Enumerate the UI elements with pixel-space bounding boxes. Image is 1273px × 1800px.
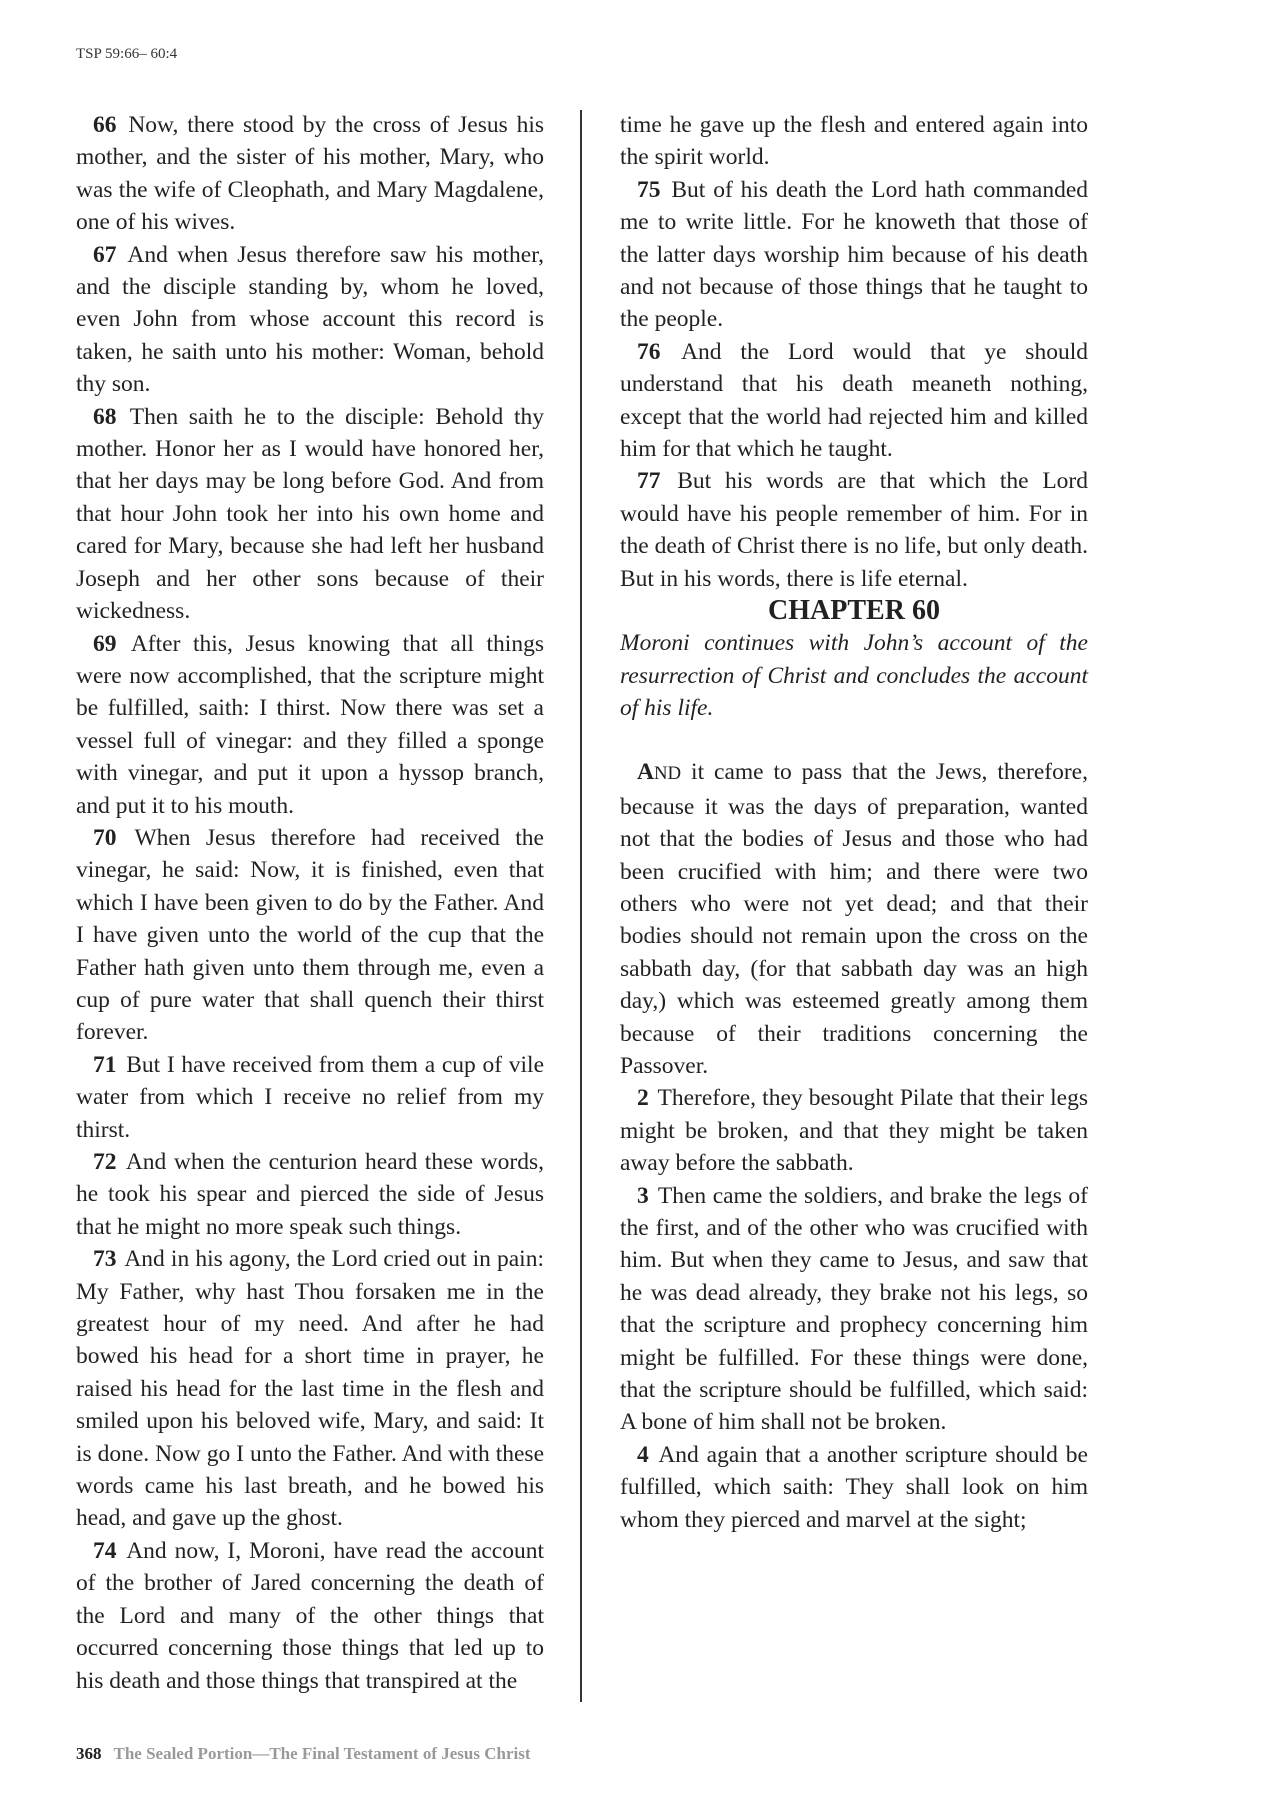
verse-text: But I have received from them a cup of vile water from which I receive no relief from my thirst.: [76, 1051, 545, 1143]
verse-number: 73: [93, 1246, 117, 1273]
verse-text: Then came the soldiers, and brake the legs of the first, and of the other who was crucified with him. But when they came to Jesus, and saw that he was dead already, they brake not his legs, so that the scripture and prophecy concerning him might be fulfilled. For these things were done, that the scripture should be fulfilled, which said: A bone of him shall not be broken.: [620, 1182, 1088, 1436]
small-caps: ND: [653, 763, 682, 785]
drop-cap: A: [637, 759, 654, 786]
verse: [76, 1049, 544, 1146]
verse: [620, 1082, 1088, 1179]
verse-text: But his words are that which the Lord would have his people remember of him. For in the death of Christ there is no life, but only death. But in his words, there is life eternal.: [620, 468, 1088, 592]
verse: [620, 336, 1088, 466]
page-number: 368: [76, 1744, 102, 1763]
verse-text: And when Jesus therefore saw his mother, and the disciple standing by, whom he loved, even John from whose account this record is taken, he saith unto his mother: Woman, behold thy son.: [76, 241, 544, 398]
verse-continuation: time he gave up the flesh and entered again into the spirit world.: [620, 112, 1088, 171]
verse: [76, 822, 544, 1049]
verse-text: Therefore, they besought Pilate that their legs might be broken, and that they might be taken away before the sabbath.: [620, 1085, 1088, 1177]
verse-number: 69: [93, 630, 117, 657]
book-title: The Sealed Portion—The Final Testament of Jesus Christ: [113, 1744, 531, 1763]
verse-text: But of his death the Lord hath commanded me to write little. For he knoweth that those of the latter days worship him because of his death and not because of those things that he taught to the people.: [620, 176, 1089, 333]
chapter-opening: [620, 756, 1088, 1082]
verse-text: And now, I, Moroni, have read the account of the brother of Jared concerning the death of the Lord and many of the other things that occurred concerning those things that led up to his death and those things that transpired at the: [76, 1537, 544, 1694]
verse-number: 3: [637, 1182, 649, 1209]
verse-text: And the Lord would that ye should understand that his death meaneth nothing, except that the world had rejected him and killed him for that which he taught.: [620, 338, 1088, 463]
chapter-summary: Moroni continues with John’s account of the resurrection of Christ and concludes the account of his life.: [620, 630, 1088, 721]
verse-number: 71: [93, 1051, 117, 1078]
verse: [76, 239, 544, 401]
verse: [76, 1243, 544, 1535]
verse-number: 77: [637, 468, 661, 495]
verse-number: 66: [93, 112, 117, 138]
verse: [620, 1180, 1088, 1439]
verse-text: And in his agony, the Lord cried out in pain: My Father, why hast Thou forsaken me in the greatest hour of my need. And after he had bowed his head for a short time in prayer, he raised his head for the last time in the flesh and smiled upon his beloved wife, Mary, and said: It is done. Now go I unto the Father. And with these words came his last breath, and he bowed his head, and gave up the ghost.: [76, 1246, 544, 1532]
verse: [76, 628, 544, 822]
verse-number: 72: [93, 1149, 117, 1175]
verse-text: Then saith he to the disciple: Behold thy mother. Honor her as I would have honored her, that her days may be long before God. And from that hour John took her into his own home and cared for Mary, because she had left her husband Joseph and her other sons because of their wickedness.: [76, 403, 545, 625]
verse-text: After this, Jesus knowing that all things were now accomplished, that the scripture might be fulfilled, saith: I thirst. Now there was set a vessel full of vinegar: and they filled a sponge with vinegar, and put it upon a hyssop branch, and put it to his mouth.: [76, 630, 544, 819]
verse-text: it came to pass that the Jews, therefore, because it was the days of preparation, wanted not that the bodies of Jesus and those who had been crucified with him; and there were two others who were not yet dead; and that their bodies should not remain upon the cross on the sabbath day, (for that sabbath day was an high day,) which was esteemed greatly among them because of their traditions concerning the Passover.: [620, 759, 1088, 1079]
verse-number: 74: [93, 1537, 117, 1564]
verse-number: 2: [637, 1085, 649, 1112]
chapter-title: CHAPTER 60: [768, 595, 940, 627]
verse-text: And again that a another scripture should be fulfilled, which saith: They shall look on him whom they pierced and marvel at the sight;: [620, 1441, 1088, 1533]
right-column: [620, 109, 1088, 1536]
verse: [620, 465, 1088, 595]
verse: [620, 1439, 1088, 1536]
verse-number: 70: [93, 824, 117, 851]
verse-text: When Jesus therefore had received the vinegar, he said: Now, it is finished, even that which I have been given to do by the Father. And I have given unto the world of the cup that the Father hath given unto them through me, even a cup of pure water that shall quench their thirst forever.: [76, 824, 544, 1046]
page-footer: [76, 1744, 531, 1764]
verse: [76, 1146, 544, 1243]
verse: [620, 174, 1088, 336]
verse-number: 76: [637, 338, 661, 365]
verse-number: 4: [637, 1441, 649, 1468]
verse-number: 68: [93, 403, 117, 430]
verse: [76, 109, 544, 239]
verse-number: 75: [637, 176, 661, 203]
column-divider: [580, 110, 582, 1702]
verse: [76, 1535, 544, 1697]
verse: [76, 401, 544, 628]
verse-text: And when the centurion heard these words, he took his spear and pierced the side of Jesus that he might no more speak such things.: [76, 1149, 544, 1240]
verse-number: 67: [93, 241, 117, 268]
verse-text: Now, there stood by the cross of Jesus his mother, and the sister of his mother, Mary, who was the wife of Cleophath, and Mary Magdalene, one of his wives.: [76, 112, 544, 236]
left-column: [76, 109, 544, 1697]
running-header: TSP 59:66– 60:4: [76, 46, 178, 62]
